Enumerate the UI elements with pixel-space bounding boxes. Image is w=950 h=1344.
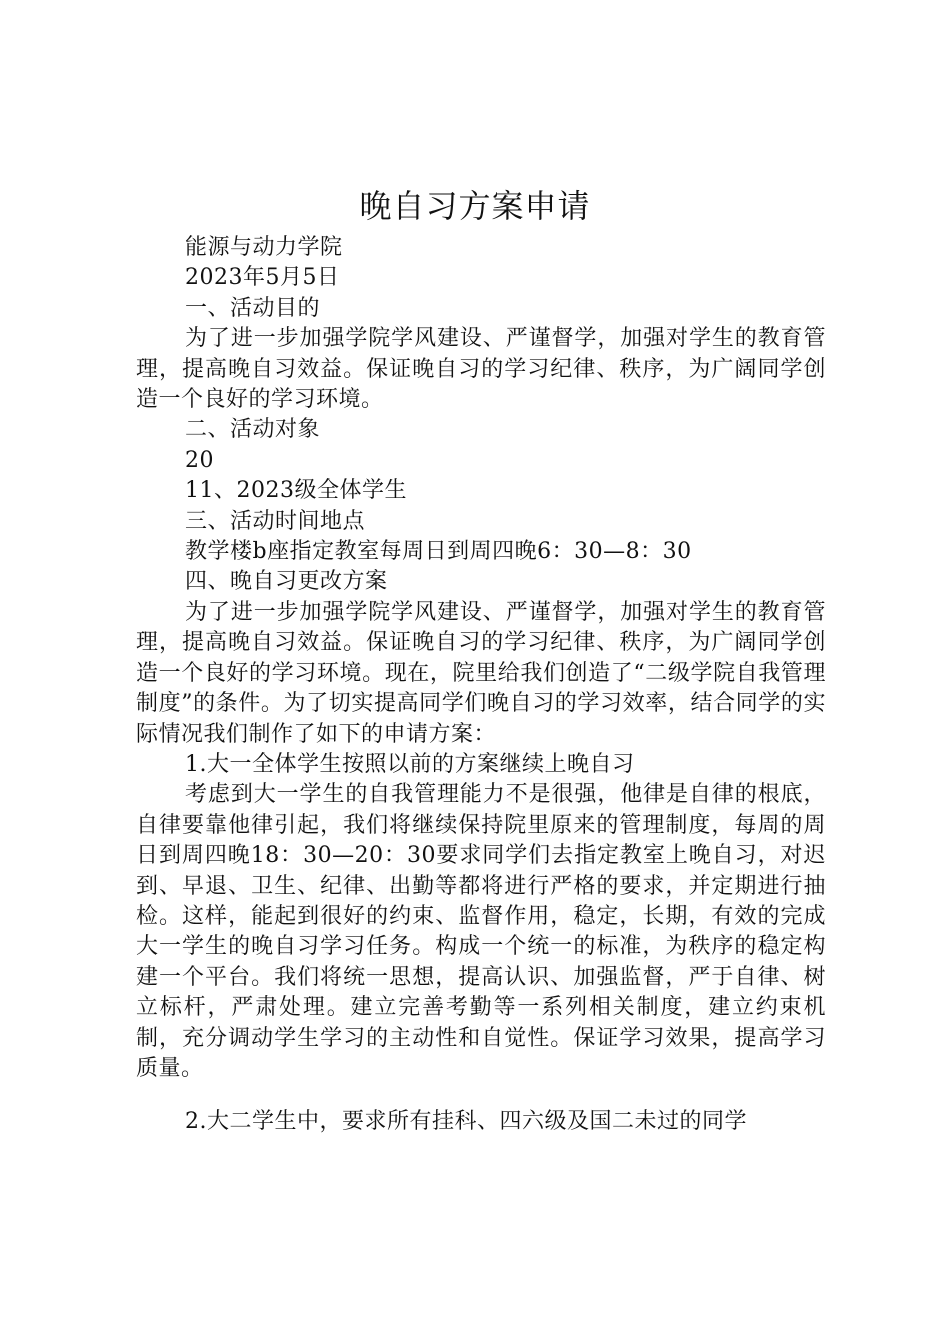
document-body (136, 233, 826, 1138)
section-heading-time-place: 三、活动时间地点 (185, 508, 366, 534)
section-heading-purpose: 一、活动目的 (185, 295, 321, 321)
section-heading-target: 二、活动对象 (185, 417, 321, 443)
college-name: 能源与动力学院 (185, 235, 343, 260)
change-plan-paragraph: 为了进一步加强学院学风建设、严谨督学，加强对学生的教育管理，提高晚自习效益。保证晚自习的学习纪律、秩序，为广阔同学创造一个良好的学习环境。现在，院里给我们创造了“二级学院自我管理制度”的条件。为了切实提高同学们晚自习的学习效率，结合同学的实际情况我们制作了如下的申请方案： (136, 599, 826, 747)
item-1-heading: 1.大一全体学生按照以前的方案继续上晚自习 (185, 751, 635, 777)
time-place-paragraph: 教学楼b座指定教室每周日到周四晚6：30—8：30 (185, 539, 692, 565)
item-1-paragraph: 考虑到大一学生的自我管理能力不是很强，他律是自律的根底，自律要靠他律引起，我们将继续保持院里原来的管理制度，每周的周日到周四晚18：30—20：30要求同学们去指定教室上晚自习，对迟到、早退、卫生、纪律、出勤等都将进行严格的要求，并定期进行抽检。这样，能起到很好的约束、监督作用，稳定，长期，有效的完成大一学生的晚自习学习任务。构成一个统一的标准，为秩序的稳定构建一个平台。我们将统一思想，提高认识、加强监督，严于自律、树立标杆，严肃处理。建立完善考勤等一系列相关制度，建立约束机制，充分调动学生学习的主动性和自觉性。保证学习效果，提高学习质量。 (136, 782, 826, 1081)
document-title: 晚自习方案申请 (359, 187, 591, 225)
document-date: 2023年5月5日 (185, 265, 340, 291)
target-line-1: 20 (185, 447, 214, 473)
section-heading-change-plan: 四、晚自习更改方案 (185, 569, 388, 595)
item-2-heading: 2.大二学生中，要求所有挂科、四六级及国二未过的同学 (185, 1109, 747, 1135)
target-line-2: 11、2023级全体学生 (185, 478, 407, 504)
purpose-paragraph: 为了进一步加强学院学风建设、严谨督学，加强对学生的教育管理，提高晚自习效益。保证晚自习的学习纪律、秩序，为广阔同学创造一个良好的学习环境。 (136, 326, 826, 413)
